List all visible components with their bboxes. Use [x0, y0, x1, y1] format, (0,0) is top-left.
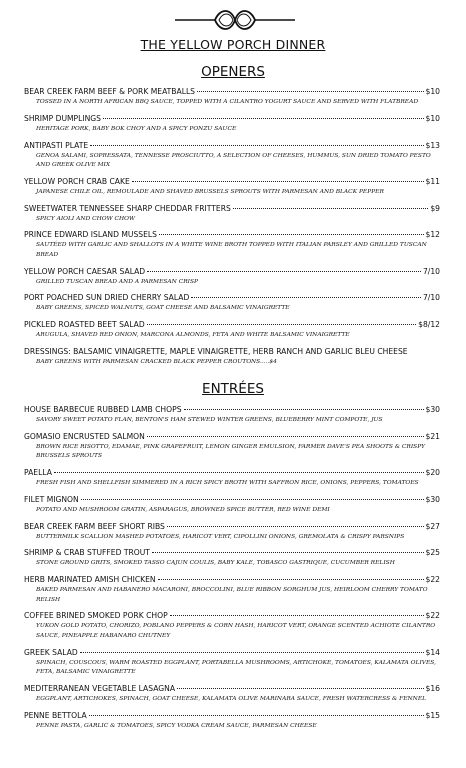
item-price: $30 [425, 405, 440, 414]
dot-leader [90, 145, 423, 146]
list-item [24, 648, 440, 678]
item-description: BUTTERMILK SCALLION MASHED POTATOES, HARICOT VERT, CIPOLLINI ONIONS, GREMOLATA & CRISPY PARSNIPS [36, 533, 405, 540]
list-item [24, 684, 440, 704]
item-price: $10 [425, 113, 440, 123]
item-name: YELLOW PORCH CRAB CAKE [24, 176, 130, 186]
item-price: $22 [425, 611, 440, 621]
item-description: SAUTÉED WITH GARLIC AND SHALLOTS IN A WHITE WINE BROTH TOPPED WITH ITALIAN PARSLEY AND GRILLED TUSCAN BREAD [36, 242, 427, 258]
item-price: $16 [425, 683, 440, 693]
list-item [24, 204, 440, 224]
list-item [24, 711, 440, 731]
list-item [24, 230, 440, 260]
item-name: BEAR CREEK FARM BEEF SHORT RIBS [24, 521, 165, 531]
item-name: YELLOW PORCH CAESAR SALAD [24, 266, 146, 276]
item-description: GENOA SALAMI, SOPRESSATA, TENNESSE PROSCIUTTO, A SELECTION OF CHEESES, HUMMUS, SUN DRIED TOMATO PESTO AND GREEK OLIVE MIX [36, 152, 431, 168]
dot-leader [233, 208, 429, 209]
item-description: ARUGULA, SHAVED RED ONION, MARCONA ALMONDS, FETA AND WHITE BALSAMIC VINAIGRETTE [36, 332, 350, 339]
dot-leader [132, 181, 424, 182]
item-name: MEDITERRANEAN VEGETABLE LASAGNA [24, 683, 176, 693]
item-description: JAPANESE CHILE OIL, REMOULADE AND SHAVED BRUSSELS SPROUTS WITH PARMESAN AND BLACK PEPPER [36, 188, 384, 195]
item-price: 7/10 [422, 293, 440, 303]
item-price: $10 [425, 87, 440, 96]
item-price: $21 [425, 431, 440, 441]
list-item [24, 548, 440, 568]
item-description: YUKON GOLD POTATO, CHORIZO, POBLANO PEPPERS & CORN HASH, HARICOT VERT, ORANGE SCENTED ACHIOTE CILANTRO SAUCE, PINEAPPLE HABANARO CHUTNEY [36, 623, 436, 639]
dressings-text: DRESSINGS: BALSAMIC VINAIGRETTE, MAPLE VINAIGRETTE, HERB RANCH AND GARLIC BLEU CHEESE [24, 346, 408, 356]
dressings-item [24, 347, 440, 367]
item-price: $25 [425, 548, 440, 558]
item-price: $22 [425, 575, 440, 585]
dot-leader [170, 615, 424, 616]
item-name: BEAR CREEK FARM BEEF & PORK MEATBALLS [24, 87, 195, 96]
dot-leader [158, 579, 424, 580]
list-item [24, 87, 440, 107]
list-item [24, 267, 440, 287]
item-description: STONE GROUND GRITS, SMOKED TASSO CAJUN COULIS, BABY KALE, TOBASCO GASTRIQUE, CUCUMBER RELISH [36, 560, 395, 567]
dot-leader [152, 552, 424, 553]
dot-leader [147, 271, 421, 272]
item-price: $13 [425, 140, 440, 150]
list-item [24, 495, 440, 515]
scroll-ornament-icon [175, 6, 295, 34]
item-description: BROWN RICE RISOTTO, EDAMAE, PINK GRAPEFRUIT, LEMON GINGER EMULSION, FARMER DAVE'S PEA SHOOTS & CRISPY BRUSSELS SPROUTS [36, 443, 426, 460]
entrees-list [24, 405, 440, 737]
dot-leader [177, 688, 423, 689]
dot-leader [167, 526, 424, 527]
list-item [24, 611, 440, 641]
section-heading-entrees: ENTRÉES [202, 381, 264, 397]
item-name: HERB MARINATED AMISH CHICKEN [24, 575, 156, 585]
dot-leader [197, 91, 424, 92]
item-price: $30 [425, 494, 440, 504]
item-description: SPINACH, COUSCOUS, WARM ROASTED EGGPLANT, PORTABELLA MUSHROOMS, ARTICHOKE, TOMATOES, KALAMATA OLIVES, FETA, BALSAMIC VINAIGRETTE [36, 659, 436, 675]
item-description: POTATO AND MUSHROOM GRATIN, ASPARAGUS, BROWNED SPICE BUTTER, RED WINE DEMI [36, 506, 330, 513]
item-description: BABY GREENS, SPICED WALNUTS, GOAT CHEESE AND BALSAMIC VINAIGRETTE [36, 305, 290, 312]
item-price: $15 [425, 710, 440, 720]
dot-leader [147, 436, 424, 437]
item-price: $20 [425, 468, 440, 477]
dot-leader [147, 324, 416, 325]
dot-leader [184, 409, 424, 410]
item-description: SPICY AIOLI AND CHOW CHOW [36, 215, 136, 222]
item-name: FILET MIGNON [24, 494, 79, 504]
dot-leader [80, 652, 424, 653]
list-item [24, 468, 440, 488]
list-item [24, 320, 440, 340]
item-name: HOUSE BARBECUE RUBBED LAMB CHOPS [24, 405, 182, 414]
item-name: PRINCE EDWARD ISLAND MUSSELS [24, 230, 157, 240]
item-price: $11 [425, 176, 440, 186]
item-description: TOSSED IN A NORTH AFRICAN BBQ SAUCE, TOPPED WITH A CILANTRO YOGURT SAUCE AND SERVED WITH FLATBREAD [36, 99, 419, 105]
list-item [24, 575, 440, 605]
item-description: BAKED PARMESAN AND HABANERO MACARONI, BROCCOLINI, BLUE RIBBON SORGHUM JUS, HEIRLOOM CHERRY TOMATO RELISH [36, 587, 428, 603]
list-item [24, 405, 440, 425]
dot-leader [54, 472, 424, 473]
item-name: PICKLED ROASTED BEET SALAD [24, 320, 145, 330]
item-description: FRESH FISH AND SHELLFISH SIMMERED IN A RICH SPICY BROTH WITH SAFFRON RICE, ONIONS, PEPPERS, TOMATOES [36, 480, 419, 486]
item-name: PAELLA [24, 468, 52, 477]
item-price: $9 [430, 203, 440, 213]
item-name: ANTIPASTI PLATE [24, 140, 89, 150]
list-item [24, 114, 440, 134]
item-price: $27 [425, 521, 440, 531]
menu-title: THE YELLOW PORCH DINNER [140, 37, 326, 52]
dot-leader [81, 499, 424, 500]
item-price: 7/10 [422, 266, 440, 276]
item-name: COFFEE BRINED SMOKED PORK CHOP [24, 611, 168, 621]
dot-leader [191, 297, 421, 298]
item-description: EGGPLANT, ARTICHOKES, SPINACH, GOAT CHEESE, KALAMATA OLIVE MARINARA SAUCE, FRESH WATERCRESS & FENNEL [36, 695, 427, 702]
item-description: HERITAGE PORK, BABY BOK CHOY AND A SPICY PONZU SAUCE [36, 125, 237, 132]
item-name: SWEETWATER TENNESSEE SHARP CHEDDAR FRITTERS [24, 203, 231, 213]
item-price: $14 [425, 647, 440, 657]
openers-list [24, 87, 440, 374]
dot-leader [159, 234, 424, 235]
item-name: SHRIMP DUMPLINGS [24, 113, 101, 123]
item-description: GRILLED TUSCAN BREAD AND A PARMESAN CRISP [36, 278, 198, 285]
item-name: GOMASIO ENCRUSTED SALMON [24, 431, 145, 441]
item-name: SHRIMP & CRAB STUFFED TROUT [24, 548, 150, 558]
list-item [24, 522, 440, 542]
dot-leader [89, 715, 424, 716]
list-item [24, 293, 440, 313]
list-item [24, 141, 440, 171]
list-item [24, 177, 440, 197]
item-name: GREEK SALAD [24, 647, 78, 657]
item-description: SAVORY SWEET POTATO FLAN, BENTON'S HAM STEWED WINTER GREENS, BLUEBERRY MINT COMPOTE, JUS [36, 417, 383, 423]
dressings-description: BABY GREENS WITH PARMESAN CRACKED BLACK PEPPER CROUTONS.....$4 [36, 358, 277, 365]
list-item [24, 432, 440, 462]
item-price: $8/12 [418, 320, 440, 330]
dot-leader [103, 118, 424, 119]
item-name: PENNE BETTOLA [24, 710, 87, 720]
item-price: $12 [425, 230, 440, 240]
item-description: PENNE PASTA, GARLIC & TOMATOES, SPICY VODKA CREAM SAUCE, PARMESAN CHEESE [36, 722, 317, 729]
item-name: PORT POACHED SUN DRIED CHERRY SALAD [24, 293, 190, 303]
section-heading-openers: OPENERS [201, 64, 265, 80]
